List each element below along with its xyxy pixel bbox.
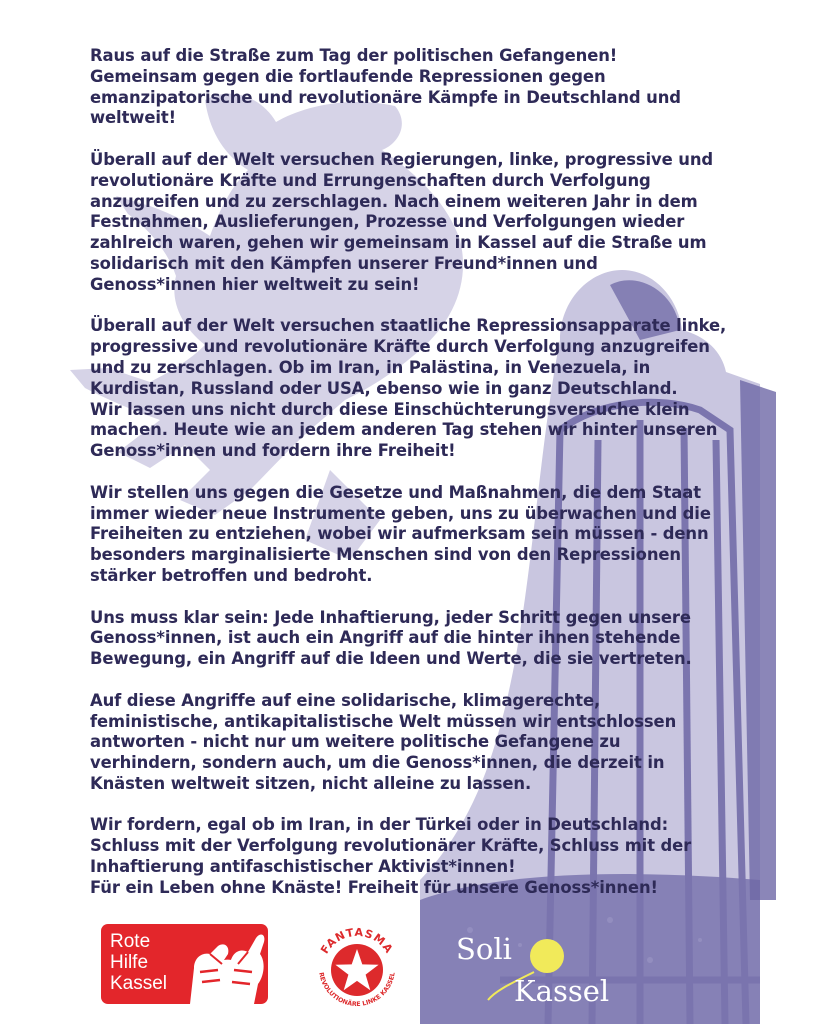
kassel-word: Kassel [514,974,610,1008]
rote-hilfe-kassel-logo [101,924,268,1004]
flyer-body-text [90,46,750,919]
paragraph-demands: Wir fordern, egal ob im Iran, in der Türkei oder in Deutschland: Schluss mit der Verfolgung revolutionärer Kräfte, Schluss mit der Inhaftierung antifaschistischer Aktivist*innen! Für ein Leben ohne Knäste! Freiheit für unsere Genoss*innen! [90,815,692,897]
paragraph-governments: Überall auf der Welt versuchen Regierungen, linke, progressive und revolutionäre Kräfte und Errungenschaften durch Verfolgung anzugreifen und zu zerschlagen. Nach einem weiteren Jahr in dem Festnahmen, Auslieferungen, Prozesse und Verfolgungen wieder zahlreich waren, gehen wir gemeinsam in Kassel auf die Straße um solidarisch mit den Kämpfen unserer Freund*innen und Genoss*innen hier weltweit zu sein! [90,149,714,294]
svg-text:FANTASMA: FANTASMA [318,925,396,957]
organizer-logos [0,910,819,1024]
paragraph-laws-and-measures: Wir stellen uns gegen die Gesetze und Maßnahmen, die dem Staat immer wieder neue Instrumente geben, uns zu überwachen und die Freiheiten zu entziehen, wobei wir aufmerksam sein müssen - denn besonders marginalisierte Menschen sind von den Repressionen stärker betroffen und bedroht. [90,482,711,585]
raised-fist-hands-icon [174,924,266,1004]
svg-text:REVOLUTIONÄRE LINKE KASSEL: REVOLUTIONÄRE LINKE KASSEL [317,971,397,1009]
fantasma-logo [309,916,405,1016]
paragraph-repression-apparatus: Überall auf der Welt versuchen staatliche Repressionsapparate linke, progressive und revolutionäre Kräfte durch Verfolgung anzugreifen und zu zerschlagen. Ob im Iran, in Palästina, in Venezuela, in Kurdistan, Russland oder USA, ebenso wie in ganz Deutschland. Wir lassen uns nicht durch diese Einschüchterungsversuche klein machen. Heute wie an jedem anderen Tag stehen wir hinter unseren Genoss*innen und fordern ihre Freiheit! [90,316,727,461]
paragraph-headline: Raus auf die Straße zum Tag der politischen Gefangenen! Gemeinsam gegen die fortlaufende Repressionen gegen emanzipatorische und revolutionäre Kämpfe in Deutschland und weltweit! [90,46,681,128]
paragraph-solidarity-world: Auf diese Angriffe auf eine solidarische, klimagerechte, feministische, antikapitalistische Welt müssen wir entschlossen antworten - nicht nur um weitere politische Gefangene zu verhindern, sondern auch, um die Genoss*innen, die derzeit in Knästen weltweit sitzen, nicht alleine zu lassen. [90,690,677,793]
rote-hilfe-wordmark: Rote Hilfe Kassel [110,931,168,994]
soli-word: Soli [456,932,512,966]
paragraph-attack-on-movement: Uns muss klar sein: Jede Inhaftierung, jeder Schritt gegen unsere Genoss*innen, ist auch ein Angriff auf die hinter ihnen stehende Bewegung, ein Angriff auf die Ideen und Werte, die sie vertreten. [90,607,692,669]
soli-kassel-logo [452,926,627,1018]
fantasma-emblem [309,916,405,1016]
